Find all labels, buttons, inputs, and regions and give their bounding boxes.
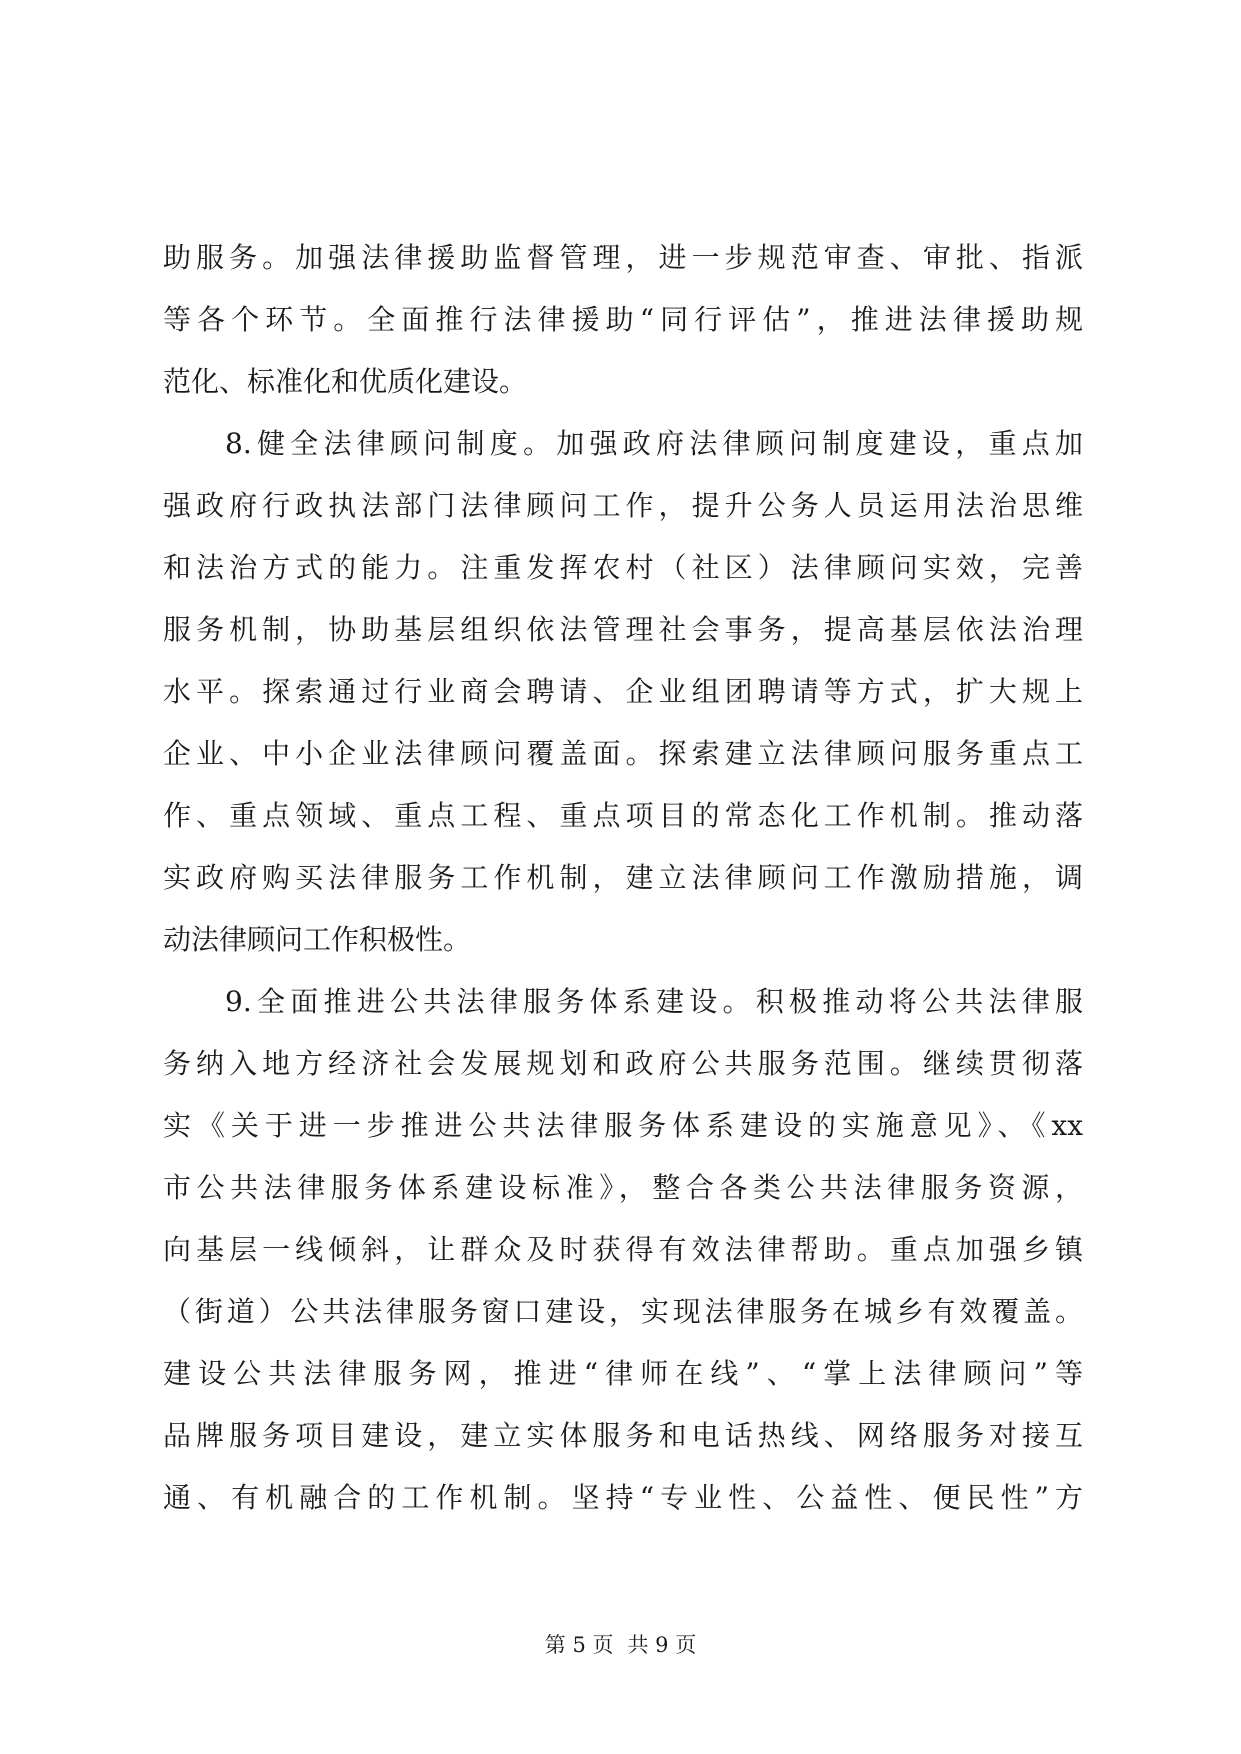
body-line: 建设公共法律服务网，推进“律师在线”、“掌上法律顾问”等 <box>163 1357 1083 1390</box>
body-line: 动法律顾问工作积极性。 <box>163 923 472 956</box>
section-9-heading-line: 9.全面推进公共法律服务体系建设。积极推动将公共法律服 <box>225 985 1083 1018</box>
body-line: 作、重点领域、重点工程、重点项目的常态化工作机制。推动落 <box>163 799 1083 832</box>
body-line: 务纳入地方经济社会发展规划和政府公共服务范围。继续贯彻落 <box>163 1047 1083 1080</box>
body-line: （街道）公共法律服务窗口建设，实现法律服务在城乡有效覆盖。 <box>163 1295 1083 1328</box>
body-line: 通、有机融合的工作机制。坚持“专业性、公益性、便民性”方 <box>163 1481 1083 1514</box>
document-body <box>163 227 1083 1529</box>
page-number: 第 5 页 <box>544 1633 614 1657</box>
section-8-heading-line: 8.健全法律顾问制度。加强政府法律顾问制度建设，重点加 <box>225 427 1083 460</box>
body-line: 和法治方式的能力。注重发挥农村（社区）法律顾问实效，完善 <box>163 551 1083 584</box>
body-line: 范化、标准化和优质化建设。 <box>163 365 528 398</box>
body-line: 企业、中小企业法律顾问覆盖面。探索建立法律顾问服务重点工 <box>163 737 1083 770</box>
body-line: 向基层一线倾斜，让群众及时获得有效法律帮助。重点加强乡镇 <box>163 1233 1083 1266</box>
body-line: 实政府购买法律服务工作机制，建立法律顾问工作激励措施，调 <box>163 861 1083 894</box>
body-line: 强政府行政执法部门法律顾问工作，提升公务人员运用法治思维 <box>163 489 1083 522</box>
body-line: 实《关于进一步推进公共法律服务体系建设的实施意见》、《xx <box>163 1109 1083 1142</box>
total-pages: 共 9 页 <box>627 1633 697 1657</box>
body-line: 市公共法律服务体系建设标准》，整合各类公共法律服务资源， <box>163 1171 1083 1204</box>
body-line: 助服务。加强法律援助监督管理，进一步规范审查、审批、指派 <box>163 241 1083 274</box>
page-footer <box>0 1630 1241 1660</box>
body-line: 水平。探索通过行业商会聘请、企业组团聘请等方式，扩大规上 <box>163 675 1083 708</box>
body-line: 等各个环节。全面推行法律援助“同行评估”，推进法律援助规 <box>163 303 1083 336</box>
body-line: 服务机制，协助基层组织依法管理社会事务，提高基层依法治理 <box>163 613 1083 646</box>
body-line: 品牌服务项目建设，建立实体服务和电话热线、网络服务对接互 <box>163 1419 1083 1452</box>
